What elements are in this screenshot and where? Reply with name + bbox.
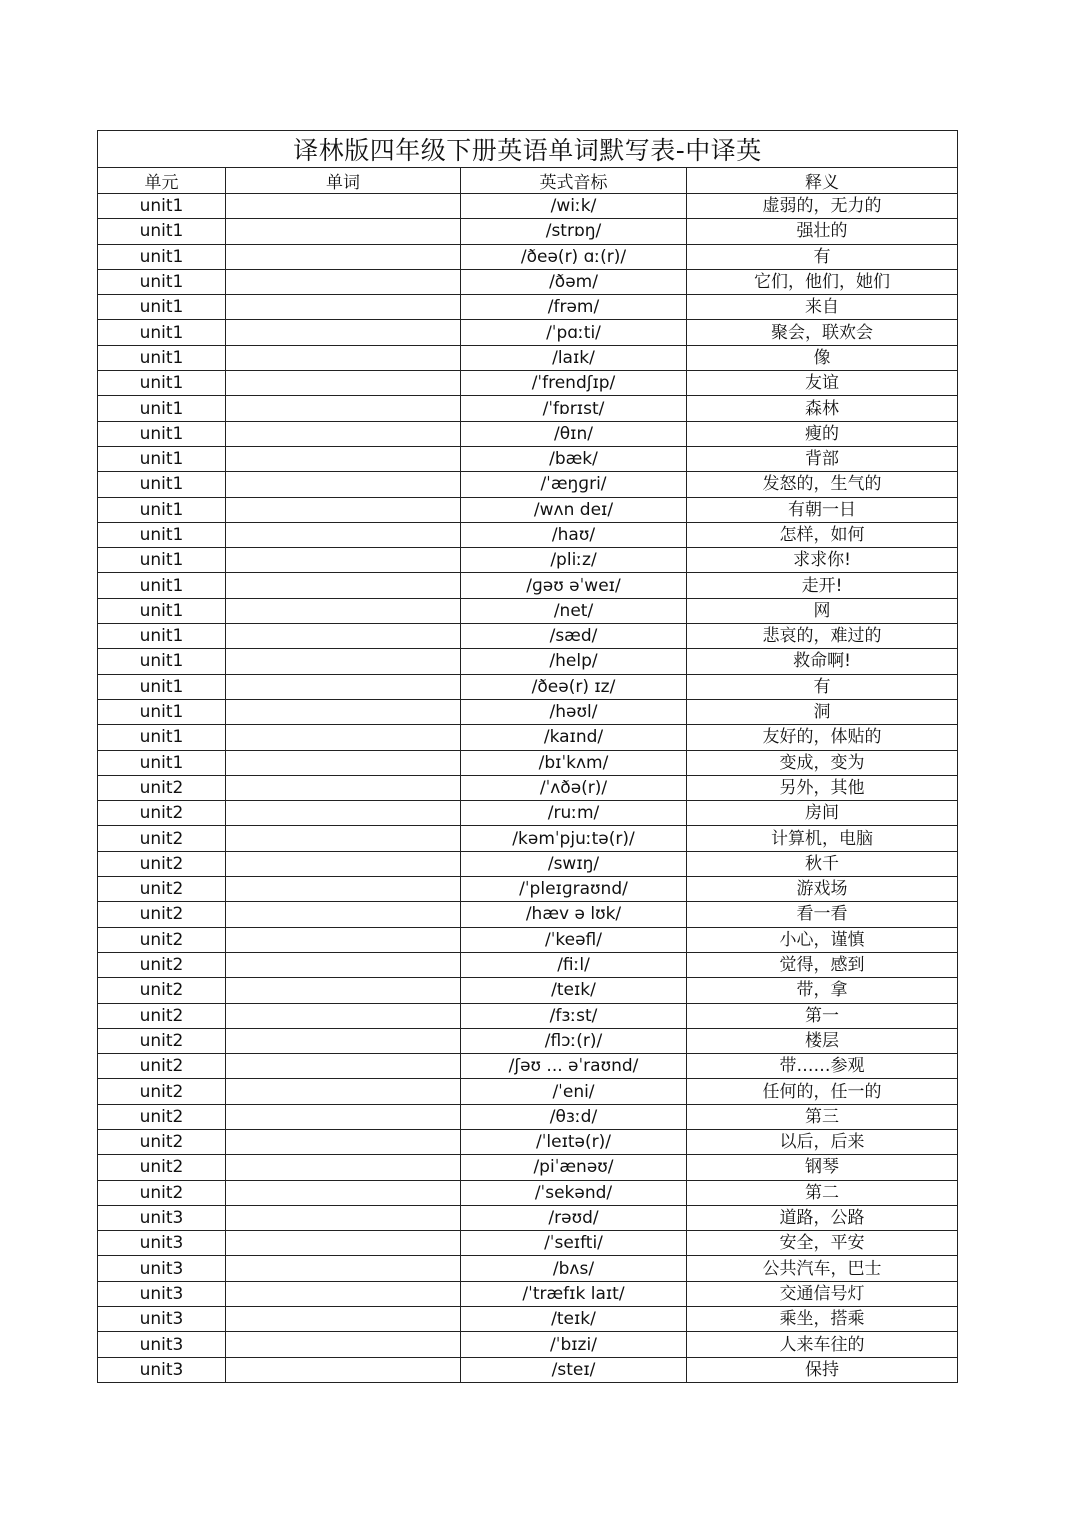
table-row [98, 1104, 958, 1129]
word-answer-cell[interactable] [226, 472, 461, 497]
meaning-cell: 看一看 [687, 902, 958, 927]
word-answer-cell[interactable] [226, 269, 461, 294]
phonetic-cell: /ˈpleɪɡraʊnd/ [461, 877, 687, 902]
phonetic-cell: /piˈænəʊ/ [461, 1155, 687, 1180]
word-answer-cell[interactable] [226, 978, 461, 1003]
table-row [98, 851, 958, 876]
phonetic-cell: /ˈseɪfti/ [461, 1231, 687, 1256]
table-row [98, 1079, 958, 1104]
phonetic-cell: /fɜːst/ [461, 1003, 687, 1028]
unit-cell: unit2 [98, 877, 226, 902]
unit-cell: unit2 [98, 902, 226, 927]
word-answer-cell[interactable] [226, 1357, 461, 1382]
meaning-cell: 第二 [687, 1180, 958, 1205]
header-meaning: 释义 [687, 168, 958, 194]
table-row [98, 1332, 958, 1357]
phonetic-cell: /laɪk/ [461, 345, 687, 370]
unit-cell: unit2 [98, 1129, 226, 1154]
word-answer-cell[interactable] [226, 522, 461, 547]
header-word: 单词 [226, 168, 461, 194]
table-row [98, 649, 958, 674]
meaning-cell: 友好的，体贴的 [687, 725, 958, 750]
unit-cell: unit1 [98, 750, 226, 775]
unit-cell: unit2 [98, 826, 226, 851]
meaning-cell: 安全，平安 [687, 1231, 958, 1256]
unit-cell: unit2 [98, 927, 226, 952]
word-answer-cell[interactable] [226, 598, 461, 623]
word-answer-cell[interactable] [226, 497, 461, 522]
header-unit: 单元 [98, 168, 226, 194]
meaning-cell: 友谊 [687, 371, 958, 396]
unit-cell: unit3 [98, 1332, 226, 1357]
table-row [98, 624, 958, 649]
meaning-cell: 背部 [687, 446, 958, 471]
word-answer-cell[interactable] [226, 194, 461, 219]
word-answer-cell[interactable] [226, 1332, 461, 1357]
table-row [98, 1129, 958, 1154]
unit-cell: unit1 [98, 194, 226, 219]
phonetic-cell: /flɔː(r)/ [461, 1028, 687, 1053]
unit-cell: unit2 [98, 1003, 226, 1028]
meaning-cell: 人来车往的 [687, 1332, 958, 1357]
table-row [98, 396, 958, 421]
table-row [98, 345, 958, 370]
table-row [98, 952, 958, 977]
unit-cell: unit1 [98, 548, 226, 573]
word-answer-cell[interactable] [226, 624, 461, 649]
table-row [98, 446, 958, 471]
meaning-cell: 有 [687, 244, 958, 269]
unit-cell: unit3 [98, 1205, 226, 1230]
header-phonetic: 英式音标 [461, 168, 687, 194]
header-row [98, 168, 958, 194]
unit-cell: unit1 [98, 522, 226, 547]
meaning-cell: 小心，谨慎 [687, 927, 958, 952]
meaning-cell: 房间 [687, 801, 958, 826]
table-row [98, 320, 958, 345]
meaning-cell: 网 [687, 598, 958, 623]
phonetic-cell: /ɡəʊ əˈweɪ/ [461, 573, 687, 598]
unit-cell: unit1 [98, 472, 226, 497]
table-row [98, 1003, 958, 1028]
word-answer-cell[interactable] [226, 371, 461, 396]
phonetic-cell: /ˈkeəfl/ [461, 927, 687, 952]
meaning-cell: 公共汽车，巴士 [687, 1256, 958, 1281]
unit-cell: unit1 [98, 573, 226, 598]
unit-cell: unit1 [98, 295, 226, 320]
unit-cell: unit1 [98, 371, 226, 396]
word-answer-cell[interactable] [226, 1079, 461, 1104]
table-row [98, 1281, 958, 1306]
phonetic-cell: /ˈtræfɪk laɪt/ [461, 1281, 687, 1306]
word-answer-cell[interactable] [226, 1155, 461, 1180]
phonetic-cell: /swɪŋ/ [461, 851, 687, 876]
table-row [98, 1256, 958, 1281]
meaning-cell: 聚会，联欢会 [687, 320, 958, 345]
phonetic-cell: /hæv ə lʊk/ [461, 902, 687, 927]
phonetic-cell: /kaɪnd/ [461, 725, 687, 750]
phonetic-cell: /teɪk/ [461, 978, 687, 1003]
unit-cell: unit2 [98, 1028, 226, 1053]
word-answer-cell[interactable] [226, 1129, 461, 1154]
table-row [98, 295, 958, 320]
word-answer-cell[interactable] [226, 548, 461, 573]
table-title: 译林版四年级下册英语单词默写表-中译英 [98, 131, 958, 168]
table-row [98, 497, 958, 522]
unit-cell: unit2 [98, 1104, 226, 1129]
table-row [98, 269, 958, 294]
word-answer-cell[interactable] [226, 699, 461, 724]
table-row [98, 978, 958, 1003]
word-answer-cell[interactable] [226, 421, 461, 446]
word-answer-cell[interactable] [226, 902, 461, 927]
unit-cell: unit2 [98, 952, 226, 977]
phonetic-cell: /fiːl/ [461, 952, 687, 977]
word-answer-cell[interactable] [226, 1231, 461, 1256]
table-row [98, 1155, 958, 1180]
meaning-cell: 有 [687, 674, 958, 699]
table-row [98, 548, 958, 573]
word-answer-cell[interactable] [226, 244, 461, 269]
unit-cell: unit3 [98, 1357, 226, 1382]
table-row [98, 674, 958, 699]
table-row [98, 472, 958, 497]
meaning-cell: 楼层 [687, 1028, 958, 1053]
table-row [98, 750, 958, 775]
phonetic-cell: /ˈæŋɡri/ [461, 472, 687, 497]
word-answer-cell[interactable] [226, 801, 461, 826]
phonetic-cell: /bɪˈkʌm/ [461, 750, 687, 775]
meaning-cell: 第一 [687, 1003, 958, 1028]
word-answer-cell[interactable] [226, 826, 461, 851]
unit-cell: unit3 [98, 1281, 226, 1306]
meaning-cell: 悲哀的，难过的 [687, 624, 958, 649]
word-answer-cell[interactable] [226, 219, 461, 244]
table-row [98, 1205, 958, 1230]
table-row [98, 725, 958, 750]
meaning-cell: 森林 [687, 396, 958, 421]
phonetic-cell: /help/ [461, 649, 687, 674]
meaning-cell: 求求你! [687, 548, 958, 573]
meaning-cell: 它们，他们，她们 [687, 269, 958, 294]
meaning-cell: 乘坐，搭乘 [687, 1307, 958, 1332]
phonetic-cell: /həʊl/ [461, 699, 687, 724]
meaning-cell: 带……参观 [687, 1054, 958, 1079]
meaning-cell: 钢琴 [687, 1155, 958, 1180]
table-row [98, 775, 958, 800]
phonetic-cell: /ðeə(r) ɪz/ [461, 674, 687, 699]
word-answer-cell[interactable] [226, 345, 461, 370]
table-row [98, 194, 958, 219]
phonetic-cell: /ˈpɑːti/ [461, 320, 687, 345]
word-answer-cell[interactable] [226, 1028, 461, 1053]
meaning-cell: 走开! [687, 573, 958, 598]
phonetic-cell: /strɒŋ/ [461, 219, 687, 244]
unit-cell: unit1 [98, 699, 226, 724]
unit-cell: unit2 [98, 775, 226, 800]
meaning-cell: 游戏场 [687, 877, 958, 902]
table-row [98, 219, 958, 244]
meaning-cell: 带，拿 [687, 978, 958, 1003]
unit-cell: unit1 [98, 244, 226, 269]
unit-cell: unit1 [98, 446, 226, 471]
unit-cell: unit1 [98, 497, 226, 522]
table-row [98, 573, 958, 598]
table-row [98, 1307, 958, 1332]
word-answer-cell[interactable] [226, 295, 461, 320]
phonetic-cell: /haʊ/ [461, 522, 687, 547]
phonetic-cell: /θɜːd/ [461, 1104, 687, 1129]
unit-cell: unit1 [98, 320, 226, 345]
table-row [98, 1231, 958, 1256]
meaning-cell: 发怒的，生气的 [687, 472, 958, 497]
table-row [98, 826, 958, 851]
meaning-cell: 瘦的 [687, 421, 958, 446]
unit-cell: unit1 [98, 345, 226, 370]
phonetic-cell: /steɪ/ [461, 1357, 687, 1382]
meaning-cell: 来自 [687, 295, 958, 320]
unit-cell: unit3 [98, 1231, 226, 1256]
phonetic-cell: /ðeə(r) ɑː(r)/ [461, 244, 687, 269]
unit-cell: unit1 [98, 725, 226, 750]
table-row [98, 1180, 958, 1205]
word-answer-cell[interactable] [226, 750, 461, 775]
meaning-cell: 另外，其他 [687, 775, 958, 800]
unit-cell: unit1 [98, 396, 226, 421]
unit-cell: unit1 [98, 421, 226, 446]
table-row [98, 699, 958, 724]
word-answer-cell[interactable] [226, 851, 461, 876]
meaning-cell: 洞 [687, 699, 958, 724]
phonetic-cell: /ˈsekənd/ [461, 1180, 687, 1205]
phonetic-cell: /ˈfrendʃɪp/ [461, 371, 687, 396]
word-answer-cell[interactable] [226, 1003, 461, 1028]
word-answer-cell[interactable] [226, 1281, 461, 1306]
unit-cell: unit3 [98, 1256, 226, 1281]
table-row [98, 522, 958, 547]
meaning-cell: 保持 [687, 1357, 958, 1382]
phonetic-cell: /ruːm/ [461, 801, 687, 826]
phonetic-cell: /wiːk/ [461, 194, 687, 219]
phonetic-cell: /ˈʌðə(r)/ [461, 775, 687, 800]
word-answer-cell[interactable] [226, 573, 461, 598]
phonetic-cell: /ˈfɒrɪst/ [461, 396, 687, 421]
meaning-cell: 觉得，感到 [687, 952, 958, 977]
word-answer-cell[interactable] [226, 1256, 461, 1281]
vocabulary-table [97, 130, 958, 1383]
meaning-cell: 道路，公路 [687, 1205, 958, 1230]
meaning-cell: 有朝一日 [687, 497, 958, 522]
unit-cell: unit2 [98, 851, 226, 876]
word-answer-cell[interactable] [226, 725, 461, 750]
word-answer-cell[interactable] [226, 877, 461, 902]
unit-cell: unit2 [98, 1180, 226, 1205]
meaning-cell: 第三 [687, 1104, 958, 1129]
phonetic-cell: /ˈleɪtə(r)/ [461, 1129, 687, 1154]
unit-cell: unit1 [98, 624, 226, 649]
unit-cell: unit2 [98, 801, 226, 826]
table-row [98, 902, 958, 927]
unit-cell: unit1 [98, 269, 226, 294]
unit-cell: unit3 [98, 1307, 226, 1332]
meaning-cell: 秋千 [687, 851, 958, 876]
word-answer-cell[interactable] [226, 1104, 461, 1129]
unit-cell: unit1 [98, 219, 226, 244]
meaning-cell: 计算机，电脑 [687, 826, 958, 851]
word-answer-cell[interactable] [226, 775, 461, 800]
word-answer-cell[interactable] [226, 320, 461, 345]
table-row [98, 877, 958, 902]
table-row [98, 244, 958, 269]
unit-cell: unit2 [98, 1079, 226, 1104]
phonetic-cell: /sæd/ [461, 624, 687, 649]
meaning-cell: 救命啊! [687, 649, 958, 674]
word-answer-cell[interactable] [226, 1307, 461, 1332]
phonetic-cell: /ˈeni/ [461, 1079, 687, 1104]
meaning-cell: 交通信号灯 [687, 1281, 958, 1306]
table-row [98, 598, 958, 623]
phonetic-cell: /teɪk/ [461, 1307, 687, 1332]
phonetic-cell: /ðəm/ [461, 269, 687, 294]
phonetic-cell: /ˈbɪzi/ [461, 1332, 687, 1357]
meaning-cell: 怎样，如何 [687, 522, 958, 547]
phonetic-cell: /pliːz/ [461, 548, 687, 573]
phonetic-cell: /θɪn/ [461, 421, 687, 446]
word-answer-cell[interactable] [226, 927, 461, 952]
unit-cell: unit1 [98, 598, 226, 623]
word-answer-cell[interactable] [226, 446, 461, 471]
word-answer-cell[interactable] [226, 1205, 461, 1230]
meaning-cell: 强壮的 [687, 219, 958, 244]
table-row [98, 1028, 958, 1053]
table-row [98, 927, 958, 952]
word-answer-cell[interactable] [226, 952, 461, 977]
unit-cell: unit2 [98, 978, 226, 1003]
meaning-cell: 任何的，任一的 [687, 1079, 958, 1104]
phonetic-cell: /net/ [461, 598, 687, 623]
phonetic-cell: /bʌs/ [461, 1256, 687, 1281]
unit-cell: unit1 [98, 674, 226, 699]
phonetic-cell: /rəʊd/ [461, 1205, 687, 1230]
meaning-cell: 以后，后来 [687, 1129, 958, 1154]
word-answer-cell[interactable] [226, 396, 461, 421]
table-row [98, 1357, 958, 1382]
phonetic-cell: /ʃəʊ ... əˈraʊnd/ [461, 1054, 687, 1079]
phonetic-cell: /wʌn deɪ/ [461, 497, 687, 522]
table-body [98, 194, 958, 1383]
unit-cell: unit2 [98, 1155, 226, 1180]
phonetic-cell: /frəm/ [461, 295, 687, 320]
phonetic-cell: /bæk/ [461, 446, 687, 471]
phonetic-cell: /kəmˈpjuːtə(r)/ [461, 826, 687, 851]
table-row [98, 421, 958, 446]
unit-cell: unit2 [98, 1054, 226, 1079]
table-row [98, 1054, 958, 1079]
meaning-cell: 变成，变为 [687, 750, 958, 775]
table-row [98, 801, 958, 826]
word-answer-cell[interactable] [226, 674, 461, 699]
unit-cell: unit1 [98, 649, 226, 674]
meaning-cell: 虚弱的，无力的 [687, 194, 958, 219]
word-answer-cell[interactable] [226, 1054, 461, 1079]
table-row [98, 371, 958, 396]
vocabulary-sheet [97, 130, 957, 1383]
word-answer-cell[interactable] [226, 649, 461, 674]
word-answer-cell[interactable] [226, 1180, 461, 1205]
meaning-cell: 像 [687, 345, 958, 370]
